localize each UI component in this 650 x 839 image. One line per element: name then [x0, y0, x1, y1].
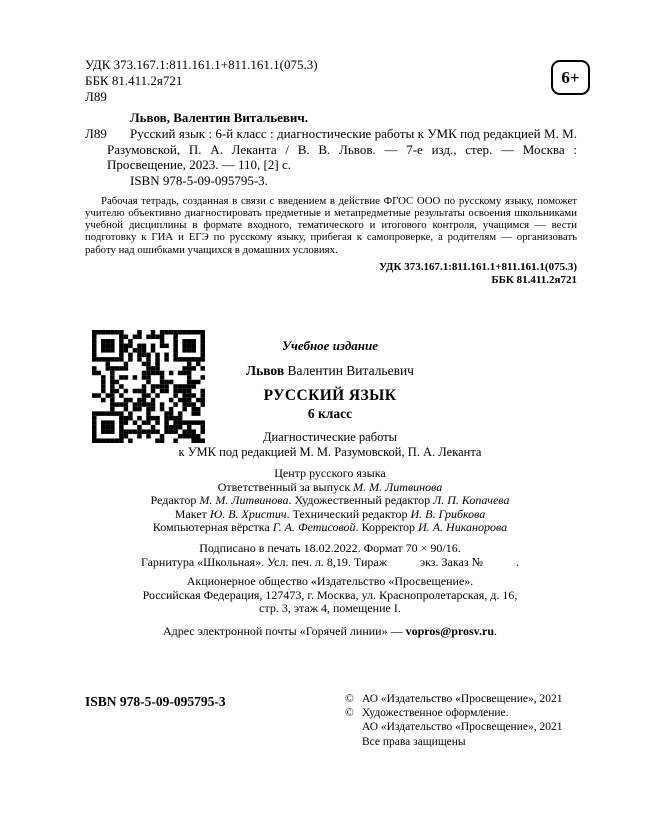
edition-author-name: Валентин Витальевич — [284, 363, 414, 378]
copyright-line: АО «Издательство «Просвещение», 2021 — [362, 721, 563, 734]
udk-right: УДК 373.167.1:811.161.1+811.161.1(075.3) — [378, 260, 577, 273]
credit-line-center: Центр русского языка — [274, 466, 386, 480]
bbk-line: ББК 81.411.2я721 — [85, 73, 183, 88]
udk-line: УДК 373.167.1:811.161.1+811.161.1(075.3) — [85, 57, 318, 72]
entry-description — [85, 126, 577, 173]
author-code-line: Л89 — [85, 89, 107, 104]
print-info-block — [80, 542, 580, 569]
publisher-line-1: Акционерное общество «Издательство «Просвещение». — [186, 574, 474, 589]
credit-line-responsible: Ответственный за выпуск М. М. Литвинова — [217, 479, 443, 494]
print-info-line-1: Подписано в печать 18.02.2022. Формат 70 × 90/16. — [199, 540, 461, 555]
age-rating-badge — [551, 60, 590, 95]
book-subtitle — [80, 430, 580, 460]
publisher-line-3: стр. 3, этаж 4, помещение I. — [259, 601, 401, 616]
copyright-block — [345, 692, 562, 749]
bbk-right: ББК 81.411.2я721 — [491, 274, 577, 287]
entry-author: Львов, Валентин Витальевич. — [130, 110, 308, 125]
edition-kind: Учебное издание — [282, 338, 378, 353]
hotline-email: vopros@prosv.ru — [405, 623, 495, 638]
entry-body: Русский язык : 6-й класс : диагностические работы к УМК под редакцией М. М. Разумовской, П. А. Леканта / В. В. Львов. — 7-е изд., стер. — Москва : Просвещение, 2023. — 110, [2] с. — [107, 126, 577, 172]
credits-block — [80, 467, 580, 535]
publisher-block — [80, 575, 580, 616]
subtitle-line-2: к УМК под редакцией М. М. Разумовской, П. А. Леканта — [178, 445, 482, 459]
edition-author — [80, 363, 580, 379]
publisher-line-2: Российская Федерация, 127473, г. Москва, ул. Краснопролетарская, д. 16, — [142, 587, 518, 602]
annotation-paragraph: Рабочая тетрадь, созданная в связи с введением в действие ФГОС ООО по русскому языку, поможет учителю объективно диагностировать предметные и метапредметные результаты освоения школьниками учебной дисциплины в формате входного, тематического и итогового контроля, учащимся — вести подготовку к ГИА и ЕГЭ по русскому языку, прибегая к самопроверке, а родителям — организовать работу над ошибками учащихся в домашних условиях. — [85, 194, 577, 256]
credit-line-editor: Редактор М. М. Литвинова. Художественный редактор Л. П. Копачева — [150, 493, 510, 508]
entry-isbn: ISBN 978-5-09-095795-3. — [130, 172, 268, 188]
print-info-line-2: Гарнитура «Школьная». Усл. печ. л. 8,19. Тираж экз. Заказ № . — [140, 554, 520, 569]
credit-line-layout: Макет Ю. В. Христич. Технический редактор И. В. Грибкова — [174, 506, 486, 521]
entry-code: Л89 — [85, 126, 107, 141]
bibliographic-entry — [85, 110, 577, 288]
copyright-symbol: © — [345, 707, 354, 720]
classification-block — [85, 57, 318, 105]
age-rating-label: 6+ — [561, 67, 580, 87]
subtitle-line-1: Диагностические работы — [262, 430, 398, 444]
copyright-line: Все права защищены — [362, 735, 466, 748]
hotline-email-line: Адрес электронной почты «Горячей линии» — vopros@prosv.ru. — [162, 623, 498, 638]
credit-line-typesetting: Компьютерная вёрстка Г. А. Фетисовой. Корректор И. А. Никанорова — [152, 520, 508, 535]
book-grade: 6 класс — [307, 406, 353, 421]
copyright-line: © Художественное оформление. — [345, 707, 509, 720]
isbn-footer: ISBN 978-5-09-095795-3 — [85, 694, 226, 709]
edition-column — [80, 338, 580, 639]
copyright-symbol: © — [345, 693, 354, 705]
book-title: РУССКИЙ ЯЗЫК — [263, 387, 397, 404]
copyright-line: © АО «Издательство «Просвещение», 2021 — [345, 693, 563, 705]
edition-author-surname: Львов — [246, 363, 285, 378]
